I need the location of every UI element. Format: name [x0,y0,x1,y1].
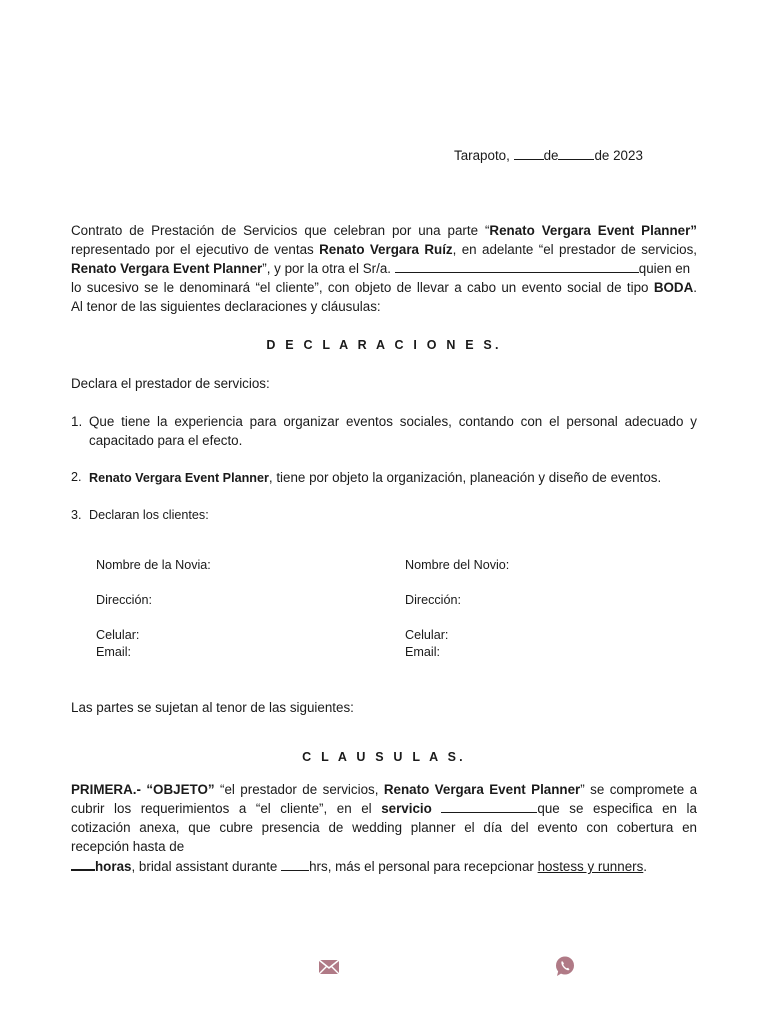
intro-line-2: representado por el ejecutivo de ventas Renato Vergara Ruíz, en adelante “el prestador de servicios, [71,242,697,257]
bride-name-label: Nombre de la Novia: [96,558,211,572]
bride-address-label: Dirección: [96,593,152,607]
intro-line-4: lo sucesivo se le denominará “el cliente”, con objeto de llevar a cabo un evento social de tipo BODA. [71,280,697,295]
event-type: BODA [653,280,694,295]
item-3-text: Declaran los clientes: [89,508,209,522]
date-de: de [543,148,559,163]
groom-address-label: Dirección: [405,593,461,607]
service-blank [441,799,537,813]
clause-line-4: recepción hasta de [71,839,185,854]
intro-line-5: Al tenor de las siguientes declaraciones y cláusulas: [71,299,381,314]
item-2-text: Renato Vergara Event Planner, tiene por objeto la organización, planeación y diseño de eventos. [89,470,662,485]
date-line [454,146,643,165]
client-name-blank [395,259,639,273]
groom-email-label: Email: [405,645,440,659]
date-year: de 2023 [594,148,643,163]
declaraciones-lead: Declara el prestador de servicios: [71,376,270,391]
clause-title: PRIMERA.- “OBJETO” [71,782,215,797]
executive-name: Renato Vergara Ruíz [319,242,453,257]
clause-line-5: horas, bridal assistant durante hrs, más el personal para recepcionar hostess y runners. [71,856,697,876]
assistant-hours-blank [281,857,309,871]
date-city: Tarapoto, [454,148,510,163]
groom-name-label: Nombre del Novio: [405,558,510,572]
envelope-icon[interactable] [318,956,340,978]
declaraciones-heading: D E C L A R A C I O N E S. [266,338,502,352]
item-1-line-2: capacitado para el efecto. [89,433,243,448]
whatsapp-icon[interactable] [554,955,576,977]
item-3-number: 3. [71,508,82,522]
bride-phone-label: Celular: [96,628,140,642]
month-blank [558,146,594,160]
item-1-line-1: Que tiene la experiencia para organizar eventos sociales, contando con el personal adecuado y [89,414,697,429]
clausulas-heading: C L A U S U L A S. [302,750,466,764]
partes-text: Las partes se sujetan al tenor de las siguientes: [71,700,354,715]
bride-email-label: Email: [96,645,131,659]
hours-blank [71,856,95,871]
clause-line-1: PRIMERA.- “OBJETO” “el prestador de servicios, Renato Vergara Event Planner” se compromete a [71,782,698,797]
groom-phone-label: Celular: [405,628,449,642]
day-blank [514,146,544,160]
item-1-number: 1. [71,414,83,429]
item-2-number: 2. [71,470,82,484]
company-name: Renato Vergara Event Planner [489,223,691,238]
clause-line-3: cotización anexa, que cubre presencia de wedding planner el día del evento con cobertura en [71,820,697,835]
intro-line-3: Renato Vergara Event Planner”, y por la otra el Sr/a. quien en [71,261,691,276]
clause-line-2: cubrir los requerimientos a “el cliente”, en el servicio que se especifica en la [71,801,697,816]
intro-line-1: Contrato de Prestación de Servicios que celebran por una parte “Renato Vergara Event Planner” [71,223,697,238]
